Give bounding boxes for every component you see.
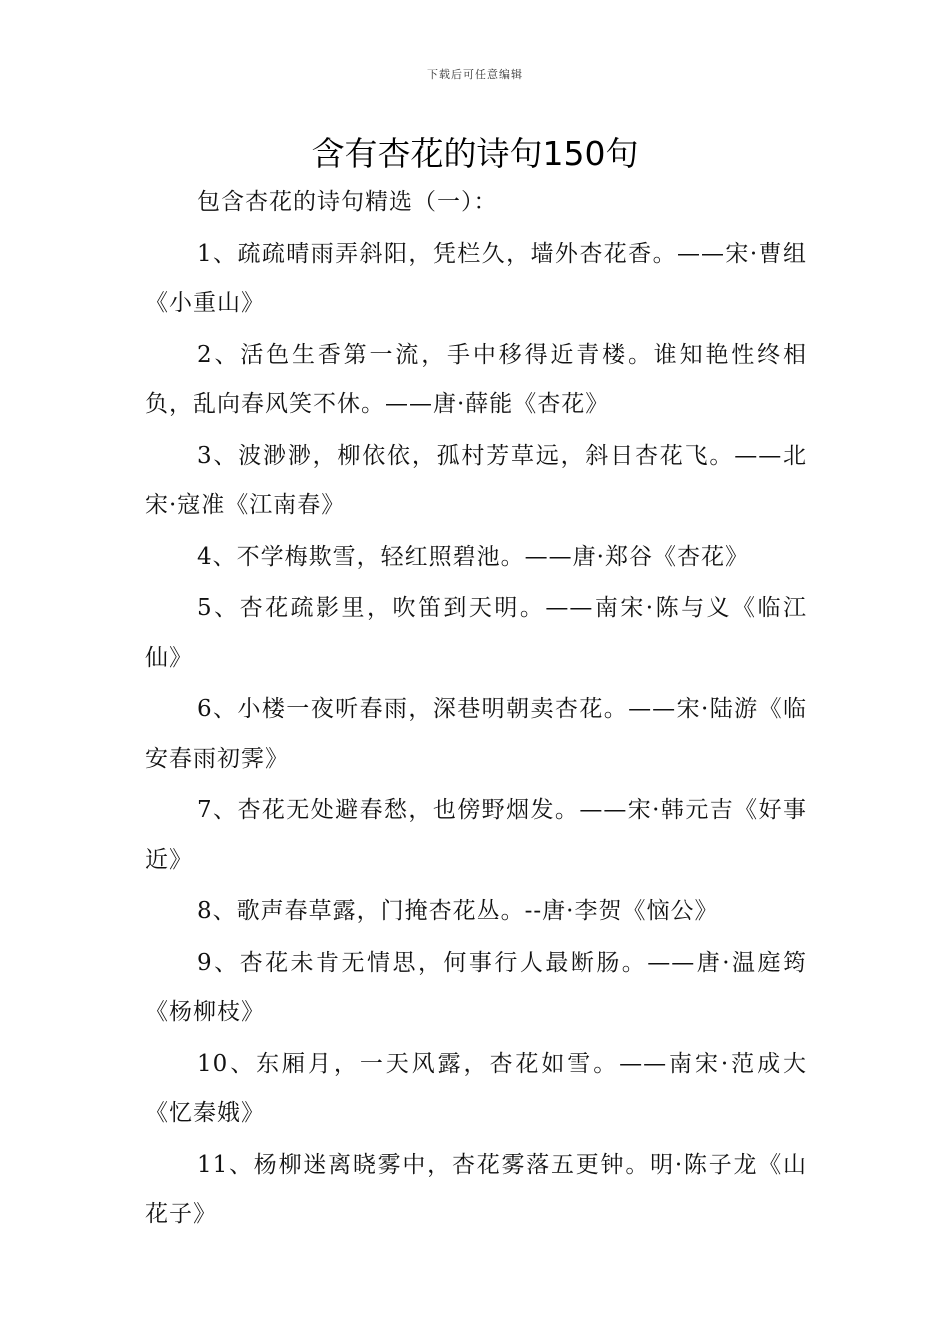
- verse-item: 6、小楼一夜听春雨，深巷明朝卖杏花。——宋·陆游《临安春雨初霁》: [145, 696, 807, 772]
- verse-item: 8、歌声春草露，门掩杏花丛。--唐·李贺《恼公》: [197, 898, 719, 924]
- verse-item: 2、活色生香第一流，手中移得近青楼。谁知艳性终相负，乱向春风笑不休。——唐·薛能《杏花》: [145, 341, 807, 417]
- verse-item: 4、不学梅欺雪，轻红照碧池。——唐·郑谷《杏花》: [197, 543, 749, 570]
- verse-item: 7、杏花无处避春愁，也傍野烟发。——宋·韩元吉《好事近》: [145, 797, 807, 873]
- intro-line: 包含杏花的诗句精选（一）：: [197, 189, 498, 215]
- verse-item: 5、杏花疏影里，吹笛到天明。——南宋·陈与义《临江仙》: [145, 595, 807, 671]
- verse-item: 1、疏疏晴雨弄斜阳，凭栏久，墙外杏花香。——宋·曹组《小重山》: [145, 240, 807, 316]
- verse-item: 3、波渺渺，柳依依，孤村芳草远，斜日杏花飞。——北宋·寇准《江南春》: [145, 442, 807, 518]
- verse-item: 11、杨柳迷离晓雾中，杏花雾落五更钟。明·陈子龙《山花子》: [145, 1151, 807, 1227]
- verse-item: 10、东厢月，一天风露，杏花如雪。——南宋·范成大《忆秦娥》: [145, 1050, 807, 1126]
- verse-item: 9、杏花未肯无情思，何事行人最断肠。——唐·温庭筠《杨柳枝》: [145, 949, 807, 1025]
- document-body: [145, 178, 807, 1242]
- header-note: 下载后可任意编辑: [427, 68, 523, 81]
- document-title: 含有杏花的诗句150句: [311, 134, 639, 173]
